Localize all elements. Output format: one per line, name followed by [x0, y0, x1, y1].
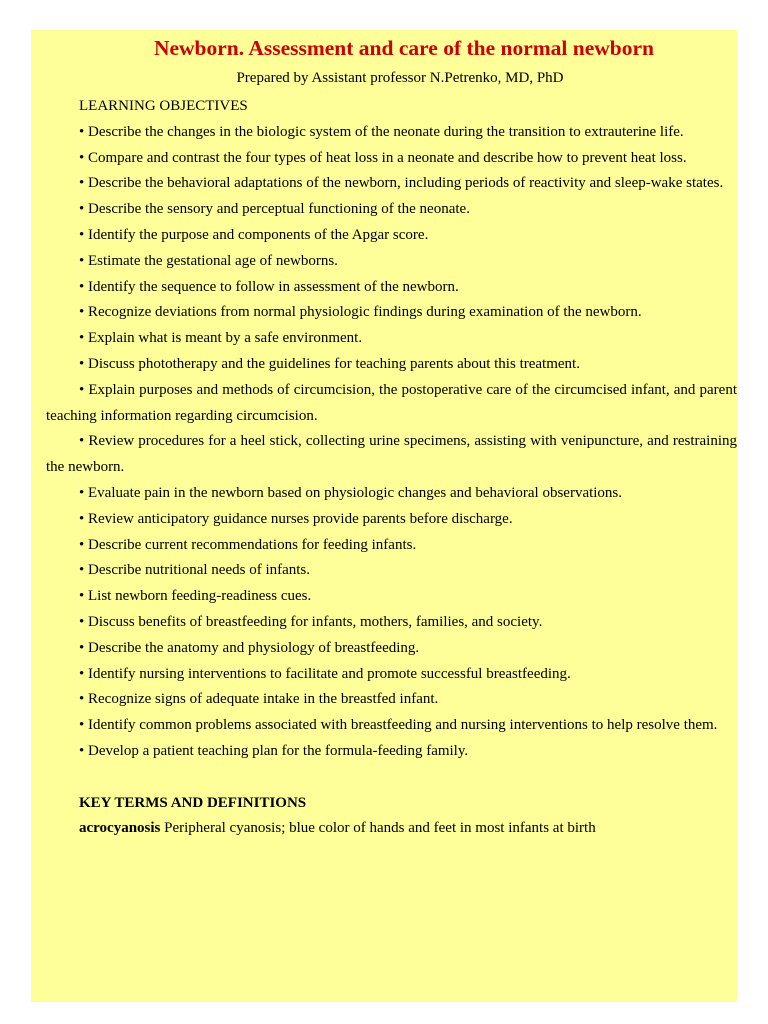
objective-item: • Identify nursing interventions to facilitate and promote successful breastfeeding. — [79, 665, 571, 682]
document-body — [46, 94, 737, 842]
document-title: Newborn. Assessment and care of the normal newborn — [153, 36, 655, 60]
objective-item: • Develop a patient teaching plan for the formula-feeding family. — [79, 742, 469, 759]
objective-item: • Describe current recommendations for feeding infants. — [79, 536, 417, 553]
objective-item: • Discuss phototherapy and the guidelines for teaching parents about this treatment. — [79, 355, 580, 372]
objective-item: • Explain what is meant by a safe environment. — [79, 330, 363, 347]
objective-item: • Identify the sequence to follow in assessment of the newborn. — [79, 278, 459, 295]
objective-item: • Review anticipatory guidance nurses provide parents before discharge. — [79, 510, 513, 527]
key-terms-heading: KEY TERMS AND DEFINITIONS — [79, 794, 307, 811]
objective-item: • List newborn feeding-readiness cues. — [79, 588, 312, 605]
learning-objectives-heading: LEARNING OBJECTIVES — [79, 98, 248, 114]
definition-text: Peripheral cyanosis; blue color of hands and feet in most infants at birth — [160, 820, 596, 837]
author-line: Prepared by Assistant professor N.Petrenko, MD, PhD — [236, 70, 564, 86]
objective-item: • Identify common problems associated with breastfeeding and nursing interventions to help resolve them. — [79, 717, 718, 734]
objective-item: • Compare and contrast the four types of heat loss in a neonate and describe how to prevent heat loss. — [79, 149, 687, 166]
document-page — [31, 30, 737, 1002]
objective-item: • Review procedures for a heel stick, collecting urine specimens, assisting with venipuncture, and restraining the newborn. — [46, 433, 737, 476]
objective-item: • Describe the anatomy and physiology of breastfeeding. — [79, 639, 420, 656]
objective-item: • Evaluate pain in the newborn based on physiologic changes and behavioral observations. — [79, 484, 623, 501]
objective-item: • Describe the behavioral adaptations of the newborn, including periods of reactivity and sleep-wake states. — [79, 175, 724, 192]
objective-item: • Describe nutritional needs of infants. — [79, 562, 311, 579]
objective-item: • Describe the changes in the biologic system of the neonate during the transition to extrauterine life. — [79, 123, 684, 140]
objective-item: • Identify the purpose and components of the Apgar score. — [79, 226, 429, 243]
definition-term: acrocyanosis — [79, 820, 161, 837]
objective-item: • Explain purposes and methods of circumcision, the postoperative care of the circumcised infant, and parent teaching information regarding circumcision. — [46, 381, 737, 424]
objectives-list — [46, 120, 737, 765]
section-spacer — [46, 765, 737, 791]
objective-item: • Recognize deviations from normal physiologic findings during examination of the newborn. — [79, 304, 642, 321]
objective-item: • Describe the sensory and perceptual functioning of the neonate. — [79, 201, 470, 218]
definition-item — [46, 816, 737, 842]
objective-item: • Recognize signs of adequate intake in the breastfed infant. — [79, 691, 439, 708]
objective-item: • Discuss benefits of breastfeeding for infants, mothers, families, and society. — [79, 613, 543, 630]
objective-item: • Estimate the gestational age of newborns. — [79, 252, 338, 269]
